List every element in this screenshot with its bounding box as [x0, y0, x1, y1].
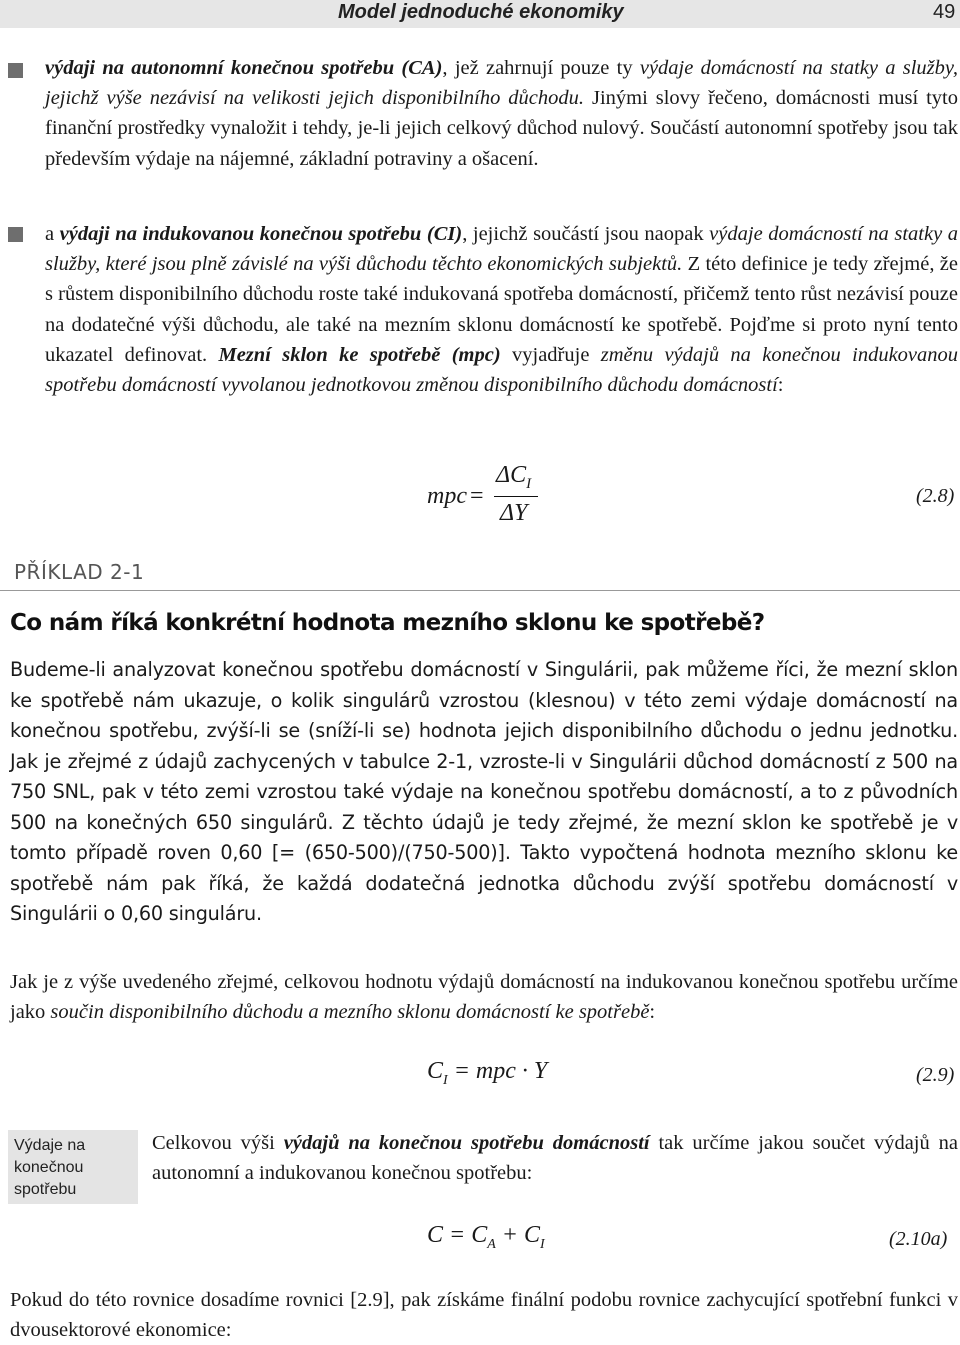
eq-num-sub: I — [526, 475, 532, 492]
bullet-square-icon — [8, 63, 23, 78]
eq-label-2-8: (2.8) — [916, 485, 955, 507]
eq-equals: = — [470, 483, 484, 509]
bullet-autonomous-consumption — [45, 53, 958, 174]
definition-italic: změnu výdajů na konečnou indukovanou spotřebu domácností vyvolanou jednotkovou změnou disponibilního důchodu domácností — [45, 343, 959, 397]
divider — [0, 590, 960, 591]
text: : — [777, 374, 784, 397]
eq-label-2-10a: (2.10a) — [889, 1228, 948, 1250]
example-heading: Co nám říká konkrétní hodnota mezního sklonu ke spotřebě? — [10, 610, 765, 636]
text: Jak je z výše uvedeného zřejmé, celkovou hodnotu výdajů domácností na indukovanou konečnou spotřebu určíme jako — [10, 971, 958, 1024]
eq-lhs: mpc — [427, 483, 467, 509]
page-number: 49 — [933, 1, 956, 23]
text: Jinými slovy řečeno, domácnosti musí tyto finanční prostředky vynaložit i tehdy, je-li jejich celkový důchod nulový. Součástí autonomní spotřeby jsou tak především výdaje na nájemné, základní potraviny a ošacení. — [45, 87, 958, 170]
bullet-induced-consumption — [45, 219, 958, 400]
example-body: Budeme-li analyzovat konečnou spotřebu domácností v Singulárii, pak můžeme říci, že mezní sklon ke spotřebě nám ukazuje, o kolik singulárů vzrostou (klesnou) v této zemi výdaje domácností na konečnou spotřebu, zvýší-li se (sníží-li se) hodnota jejich disponibilního důchodu o jednu jednotku. Jak je zřejmé z údajů zachycených v tabulce 2-1, vzroste-li v Singulárii důchod domácností z 500 na 750 SNL, pak v této zemi vzrostou také výdaje na konečnou spotřebu domácností, a to z původních 500 na konečných 650 singulárů. Z těchto údajů je tedy zřejmé, že mezní sklon ke spotřebě je v tomto případě roven 0,60 [= (650-500)/(750-500)]. Takto vypočtená hodnota mezního sklonu ke spotřebě nám pak říká, že každá dodatečná jednotka důchodu zvýší spotřebu domácností v Singulárii o 0,60 singuláru. — [10, 658, 958, 925]
eq-sub: I — [443, 1072, 448, 1088]
eq-c: C — [427, 1058, 444, 1084]
text: a — [45, 223, 60, 245]
example-label: PŘÍKLAD 2-1 — [14, 560, 145, 584]
page-header — [0, 0, 960, 28]
eq-sub-a: A — [487, 1236, 496, 1252]
text: , jejichž součástí jsou naopak — [462, 223, 710, 245]
margin-note: Výdaje na konečnou spotřebu — [8, 1130, 138, 1204]
text: vyjadřuje — [500, 343, 601, 366]
text: Z této definice je tedy zřejmé, že s růstem disponibilního důchodu roste také indukovaná spotřeba domácností, přičemž tento růst nezávisí pouze na dodatečné výši důchodu, ale také na mezním sklonu domácností ke spotřebě. Pojďme si proto nyní tento ukazatel definovat. — [45, 253, 959, 366]
text: Celkovou výši — [152, 1132, 284, 1154]
term-mpc: Mezní sklon ke spotřebě (mpc) — [218, 343, 501, 366]
eq-c: C = C — [427, 1222, 488, 1248]
eq-denominator: ΔY — [500, 500, 528, 526]
text: tak určíme jakou součet výdajů na autonomní a indukovanou konečnou spotřebu: — [152, 1132, 958, 1185]
term-induced: výdaji na indukovanou konečnou spotřebu (CI) — [59, 223, 463, 245]
italic-text: součin disponibilního důchodu a mezního sklonu domácností ke spotřebě — [50, 1001, 650, 1024]
eq-plus: + C — [495, 1222, 540, 1248]
fraction-bar — [494, 496, 538, 497]
eq-label-2-9: (2.9) — [916, 1064, 955, 1086]
term-autonomous: výdaji na autonomní konečnou spotřebu (CA) — [45, 57, 443, 79]
paragraph-induced-total — [10, 967, 958, 1027]
eq-numerator — [496, 462, 531, 493]
eq-2-9-formula — [427, 1058, 547, 1089]
bullet-square-icon — [8, 227, 23, 242]
text: : — [649, 1001, 656, 1024]
definition-italic: výdaje domácností na statky a služby, jejichž výše nezávisí na velikosti jejich disponibilního důchodu. — [45, 57, 959, 110]
paragraph-total-consumption — [152, 1128, 958, 1188]
text: , jež zahrnují pouze ty — [442, 57, 640, 79]
paragraph-last: Pokud do této rovnice dosadíme rovnici [2.9], pak získáme finální podobu rovnice zachycující spotřební funkci v dvousektorové ekonomice: — [10, 1289, 958, 1342]
term-total-consumption: výdajů na konečnou spotřebu domácností — [283, 1132, 650, 1154]
header-title: Model jednoduché ekonomiky — [338, 1, 624, 23]
eq-sub-i: I — [539, 1236, 545, 1252]
definition-italic: výdaje domácností na statky a služby, které jsou plně závislé na výši důchodu těchto ekonomických subjektů. — [45, 223, 958, 276]
eq-rest: = mpc · Y — [447, 1058, 548, 1084]
eq-num-text: ΔC — [496, 462, 527, 488]
eq-2-10a-formula — [427, 1222, 545, 1253]
